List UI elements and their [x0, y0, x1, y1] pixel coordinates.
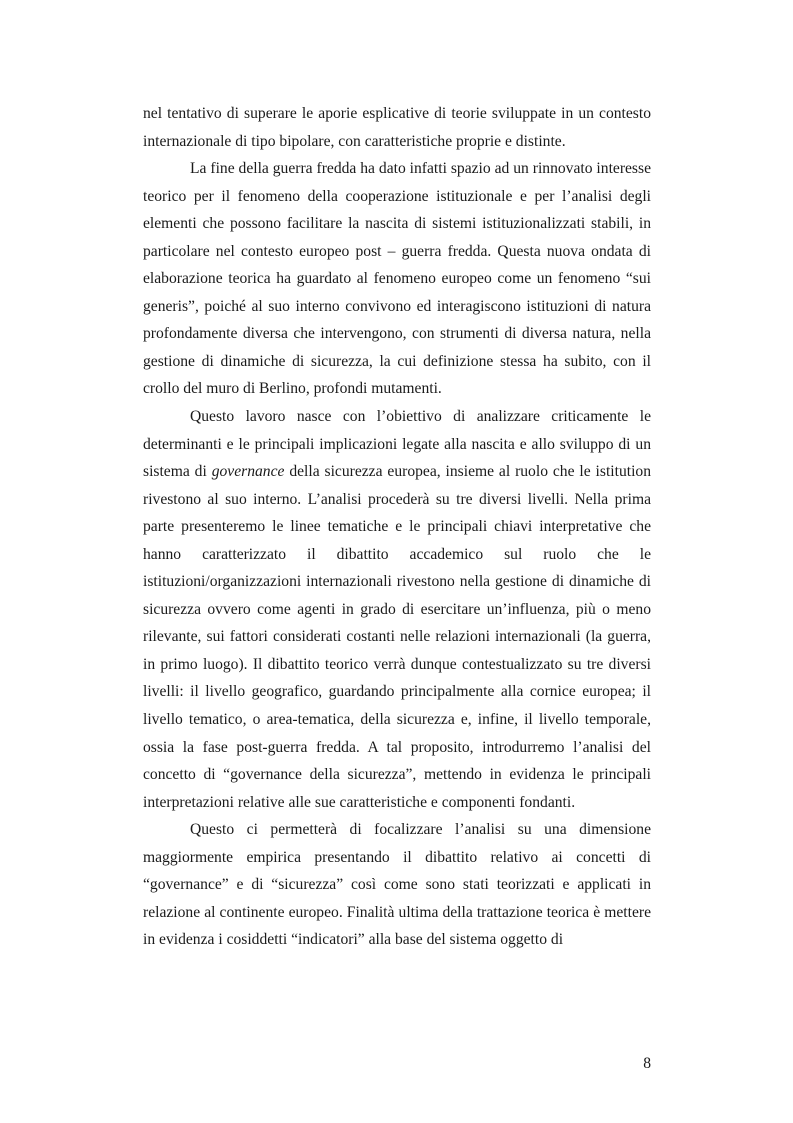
paragraph	[143, 100, 651, 155]
paragraph-text: Questo ci permetterà di focalizzare l’analisi su una dimensione maggiormente empirica presentando il dibattito relativo ai concetti di “governance” e di “sicurezza” così come sono stati teorizzati e applicati in relazione al continente europeo. Finalità ultima della trattazione teorica è mettere in evidenza i cosiddetti “indicatori” alla base del sistema oggetto di	[143, 821, 651, 949]
paragraph-text: Questo lavoro nasce con l’obiettivo di analizzare criticamente le determinanti e le principali implicazioni legate alla nascita e allo sviluppo di un sistema di	[143, 408, 651, 481]
italic-term: governance	[211, 463, 285, 481]
paragraph	[143, 403, 651, 816]
body-text	[143, 100, 651, 954]
page-number: 8	[643, 1055, 651, 1072]
paragraph	[143, 155, 651, 403]
paragraph-text: della sicurezza europea, insieme al ruolo che le istitution rivestono al suo interno. L’analisi procederà su tre diversi livelli. Nella prima parte presenteremo le linee tematiche e le principali chiavi interpretative che hanno caratterizzato il dibattito accademico sul ruolo che le istituzioni/organizzazioni internazionali rivestono nella gestione di dinamiche di sicurezza ovvero come agenti in grado di esercitare un’influenza, più o meno rilevante, sui fattori considerati costanti nelle relazioni internazionali (la guerra, in primo luogo). Il dibattito teorico verrà dunque contestualizzato su tre diversi livelli: il livello geografico, guardando principalmente alla cornice europea; il livello tematico, o area-tematica, della sicurezza e, infine, il livello temporale, ossia la fase post-guerra fredda. A tal proposito, introdurremo l’analisi del concetto di “governance della sicurezza”, mettendo in evidenza le principali interpretazioni relative alle sue caratteristiche e componenti fondanti.	[143, 463, 651, 811]
paragraph	[143, 816, 651, 954]
paragraph-text: nel tentativo di superare le aporie esplicative di teorie sviluppate in un contesto internazionale di tipo bipolare, con caratteristiche proprie e distinte.	[143, 105, 651, 150]
paragraph-text: La fine della guerra fredda ha dato infatti spazio ad un rinnovato interesse teorico per il fenomeno della cooperazione istituzionale e per l’analisi degli elementi che possono facilitare la nascita di sistemi istituzionalizzati stabili, in particolare nel contesto europeo post – guerra fredda. Questa nuova ondata di elaborazione teorica ha guardato al fenomeno europeo come un fenomeno “sui generis”, poiché al suo interno convivono ed interagiscono istituzioni di natura profondamente diversa che intervengono, con strumenti di diversa natura, nella gestione di dinamiche di sicurezza, la cui definizione stessa ha subito, con il crollo del muro di Berlino, profondi mutamenti.	[143, 160, 651, 398]
